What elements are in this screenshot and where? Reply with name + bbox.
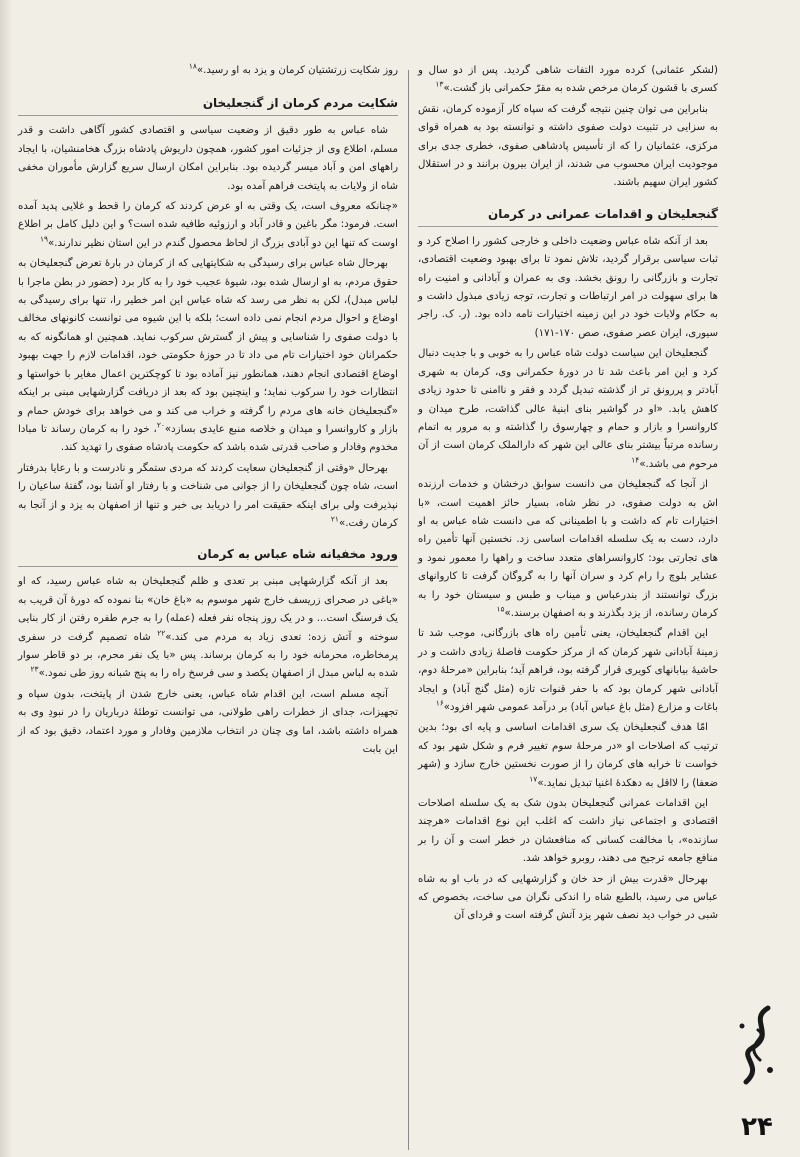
quote-paragraph: «چنانکه معروف است، یک وقتی به او عرض کردند که کرمان را قحط و غلایی پدید آمده است. فرمود: مگر باغین و قادر آباد و ارزوئیه طافیه شده است؟ و این دلیل کامل بر اطلاع اوست که تنها این دو آبادی بزرگ از لحاظ محصول گندم در این استان نظیر ندارند.»$^{۱۹}$ [18,201,398,249]
paragraph: شاه عباس به طور دقیق از وضعیت سیاسی و اقتصادی کشور آگاهی داشت و قدر مسلم، اطلاع وی از جزئیات امور کشور، همچون داریوش پادشاه بزرگ هخامنشیان، با ایجاد راههای امن و آباد میسر گردیده بود. بنابراین امکان ارسال سریع گزارش مأموران مخفی شاه از ولایات به پایتخت فراهم آمده بود. [18,125,398,192]
paragraph: بهرحال «وقتی از گنجعلیخان سعایت کردند که مردی ستمگر و نادرست و با رعایا بدرفتار است، شاه چون گنجعلیخان را از جوانی می شناخت و با رفتار او آشنا بود، گفتهٔ ساعیان را نپذیرفت ولی برای اینکه حقیقت امر را دریابد بی خبر و تنها از اصفهان به یزد و از آنجا به کرمان رفت.»$^{۲۱}$ [18,462,398,529]
paragraph: آنچه مسلم است، این اقدام شاه عباس، یعنی خارج شدن از پایتخت، بدون سپاه و تجهیزات، جدای از خطرات راهی طولانی، می توانست توطئهٔ درباریان را در نبودِ وی به همراه داشته باشد، اما وی چنان در انتخاب ملازمین وفادار و مورد اعتماد، دقیق بود که از این بابت [18,688,398,755]
footnote-ref: ۱۳ [435,80,444,90]
kerman-logo-icon [728,1000,784,1100]
paragraph: این اقدام گنجعلیخان، یعنی تأمین راه های بازرگانی، موجب شد تا زمینهٔ آبادانی شهر کرمان که از مرکز حکومت فاصلهٔ زیادی داشت و در حاشیهٔ بیابانهای کویری قرار گرفته بود، فراهم آید؛ بنابراین «مرحلهٔ دوم، آبادانی شهر کرمان بود که با حفر قنوات تازه (مثل گنج آباد) و ایجاد باغات و مزارع (مثل باغ عباس آباد) بر درآمد عمومی شهر افزود»$^{۱۶}$ [418,628,718,713]
footnote-ref: ۱۷ [529,774,538,784]
paragraph: بعد از آنکه شاه عباس وضعیت داخلی و خارجی کشور را اصلاح کرد و ثبات سیاسی برقرار گردید، تلاش نمود تا برای بهبود وضعیت اقتصادی، تجارت و بازرگانی را رونق بخشد. وی به عمران و آبادانی و امنیت راه ها برای سهولت در امر ارتباطات و تجارت، توجه زیادی مبذول داشت و به حکام ولایات خود در این زمینه اختیارات تامه داده بود. (ر. ک. راجر سیوری، ایران عصر صفوی، صص ۱۷۰-۱۷۱) [418,235,718,339]
right-column [418,62,718,928]
magazine-logo [728,1000,784,1100]
footnote-ref: ۱۴ [631,455,640,465]
footnote-ref: ۱۸ [188,61,197,71]
footnote-ref: ۱۶ [435,698,444,708]
page-fold-shadow [0,0,12,1157]
footnote-ref: ۲۳ [30,664,39,674]
section-heading: ورود مخفیانه شاه عباس به کرمان [18,545,398,567]
column-divider [408,70,409,1150]
footnote-ref: ۱۵ [496,604,505,614]
section-heading: شکایت مردم کرمان از گنجعلیخان [18,94,398,116]
footnote-ref: ۲۲ [157,628,166,638]
paragraph: بنابراین می توان چنین نتیجه گرفت که سپاه کار آزموده کرمان، نقش به سزایی در تثبیت دولت صفوی داشته و توانسته بود به همراه قوای مرکزی، عثمانیان را که از تأسیس پادشاهی صفوی، خطری جدی برای موجودیت ایران محسوب می شدند، از ایران بیرون برانند و در استقلال کشور ایران سهیم باشند. [418,103,718,189]
paragraph: (لشکر عثمانی) کرده مورد التفات شاهی گردید. پس از دو سال و کسری با قشون کرمان مرخص شده به مقرّ حکمرانی باز گشت.»$^{۱۳}$ [418,65,718,95]
paragraph: بهرحال «قدرت بیش از حد خان و گزارشهایی که در باب او به شاه عباس می رسید، بالطبع شاه را اندکی نگران می ساخت، بخصوص که شبی در خواب دید نصف شهر یزد آتش گرفته است و فردای آن [418,873,718,922]
section-heading: گنجعلیخان و اقدامات عمرانی در کرمان [418,205,718,227]
paragraph: گنجعلیخان این سیاست دولت شاه عباس را به خوبی و با جدیت دنبال کرد و این امر باعث شد تا در دورهٔ حکمرانی وی، کرمان به شهری آبادتر و پررونق تر از گذشته تبدیل گردد و فقر و ناامنی تا حدود زیادی کاهش یابد. «او در گواشیر بنای ابنیهٔ عالی گذاشت، طرح میدان و کاروانسرا و بازار و حمام و چهارسوق را گذاشته و به مرور به اتمام رسانده مرتباً بیشتر بنای عالی این شهر که دارالملک کرمان است از آن مرحوم می باشد.»$^{۱۴}$ [418,348,718,470]
paragraph: روز شکایت زرتشتیان کرمان و یزد به او رسید.»$^{۱۸}$ [188,61,398,76]
paragraph: امّا هدف گنجعلیخان یک سری اقدامات اساسی و پایه ای بود؛ بدین ترتیب که اصلاحات او «در مرحلهٔ سوم تغییر فرم و شکل شهر بود که خواست تا خرابه های کرمان را از صورت نخستین خارج سازد و (شهر ضعفا) را لااقل به دهکدهٔ اغنیا تبدیل نماید.»$^{۱۷}$ [418,722,718,789]
paragraph: این اقدامات عمرانی گنجعلیخان بدون شک به یک سلسله اصلاحات اقتصادی و اجتماعی نیاز داشت که اغلب این نوع اقدامات «هرچند سازنده»، با مخالفت کسانی که منافعشان در خطر است و آن را بر منافع جامعه ترجیح می دهند، روبرو خواهد شد. [418,798,718,865]
footnote-ref: ۲۱ [330,514,339,524]
page-number: ۲۴ [741,1112,773,1142]
paragraph: از آنجا که گنجعلیخان می دانست سوابق درخشان و خدمات ارزنده اش به دولت صفوی، در نظر شاه، بسیار حائز اهمیت است، «با اختیارات تام که داشت و با اطمینانی که می دانست شاه عباس به او دارد، دست به یک سلسله اقدامات اساسی زد. نخستین آنها تأمین راه های تجارتی بود: کاروانسراهای متعدد ساخت و راهها را معمور نمود و عشایر بلوچ را رام کرد و سران آنها را به گروگان گرفت تا کاروانهای بزرگ توانستند از بندرعباس و میناب و طبس و سیستان خود را به کرمان رسانده، از یزد بگذرند و به اصفهان برسند.»$^{۱۵}$ [418,479,718,619]
paragraph: بهرحال شاه عباس برای رسیدگی به شکایتهایی که از کرمان در بارهٔ تعرض گنجعلیخان به حقوق مردم، به او ارسال شده بود، شیوهٔ عجیب خود را به کار برد (حضور در بطن ماجرا با لباس مبدل)، لکن به نظر می رسد که شاه عباس این امر خطیر را، تنها برای رسیدگی به اوضاع و احوال مردم انجام نمی داده است؛ بلکه با این شیوه می توانست کانونهای مخالف با دولت صفوی را شناسایی و پیش از گسترش سرکوب نماید. همچنین او همانگونه که به حکمرانان خود اختیارات تام می داد تا در حوزهٔ حکومتی خود، اقدامات لازم را جهت بهبود اوضاع اقتصادی انجام دهند، همانطور نیز آماده بود تا کوچکترین اعمال مغایر با خواستها و انتظارات خود را سرکوب نماید؛ و اینچنین بود که بعد از دریافت گزارشهایی مبنی بر اینکه «گنجعلیخان خانه های مردم را گرفته و خراب می کند و می خواهد برای خودش حمام و بازار و کاروانسرا و میدان و خلاصه منبع عایدی بسازد»$^{۲۰}$، خود را به کرمان رساند تا مبادا مخدوم وفادار و صاحب قدرتی شده باشد که حکومت پادشاه صفوی را تهدید کند. [18,258,398,454]
left-column [18,62,398,761]
footnote-ref: ۲۰ [156,420,165,430]
footnote-ref: ۱۹ [39,234,49,244]
paragraph: بعد از آنکه گزارشهایی مبنی بر تعدی و ظلم گنجعلیخان به شاه عباس رسید، که او «باغی در صحرای زریسف خارج شهر موسوم به «باغ خان» بنا نموده که دورهٔ آن قریب به یک فرسنگ است... و در یک روز پنجاه نفر فعله (عمله) را به جرم طفره رفتن از کار بنایی سوخته و آتش زده: تعدی زیاد به مردم می کند.»$^{۲۲}$ شاه تصمیم گرفت در سفری پرمخاطره، محرمانه خود را به کرمان برساند. پس «با یک نفر محرم، بر دو قاطر سوار شده به لباس مبدل از اصفهان یکصد و سی فرسخ راه را به پنج شبانه روز طی نمود.»$^{۲۳}$ [18,576,398,680]
